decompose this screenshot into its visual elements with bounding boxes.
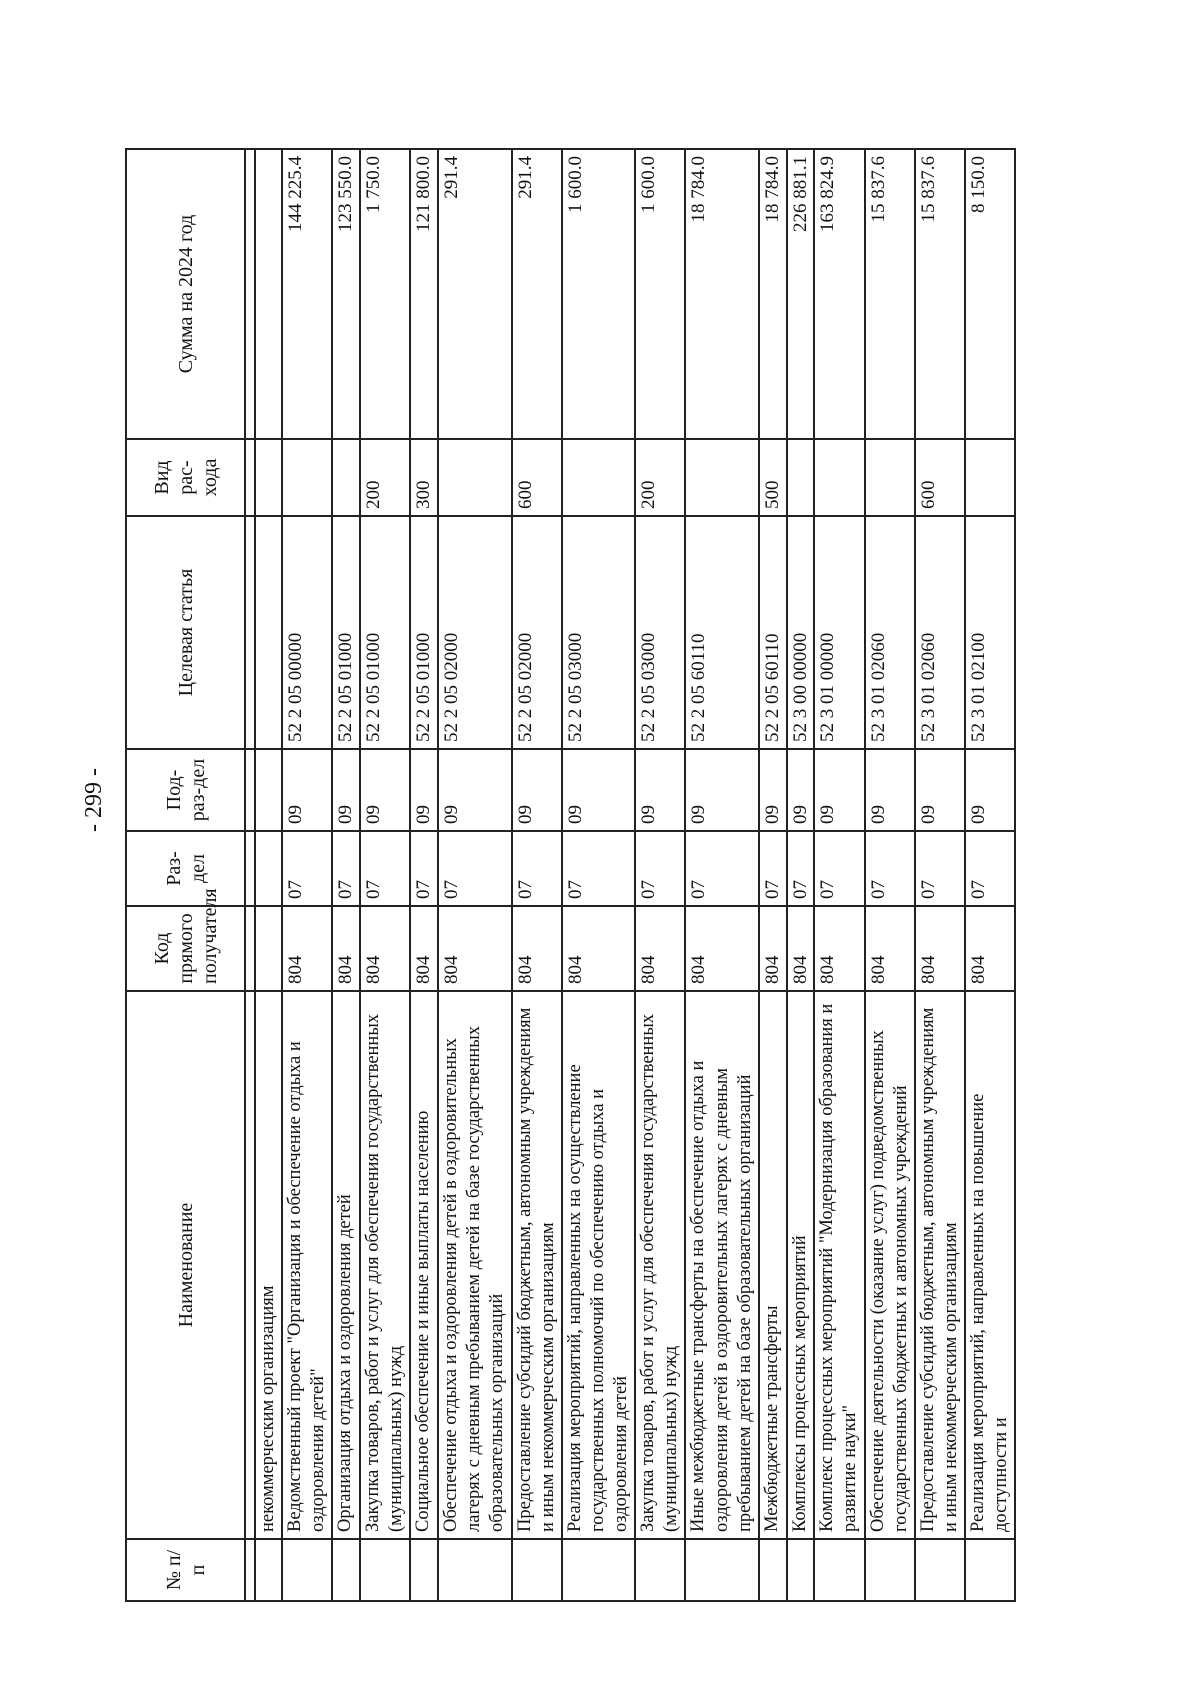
cell-num [685,1539,758,1601]
cell-expense-type: 200 [360,439,410,516]
table-row [915,149,965,1601]
cell-num [255,1539,282,1601]
table-row [360,149,410,1601]
cell-target: 52 2 05 60110 [685,516,758,749]
cell-expense-type [562,439,635,516]
cell-num [410,1539,438,1601]
cell-section: 07 [635,831,685,906]
cell-section: 07 [562,831,635,906]
cell-name: Закупка товаров, работ и услуг для обеспечения государственных (муниципальных) нужд [635,991,685,1539]
cell-sum: 1 600.0 [562,149,635,439]
cell-recipient-code [255,906,282,991]
cell-sum: 18 784.0 [759,149,787,439]
table-header-row [126,149,245,1601]
cell-section [255,831,282,906]
cell-num [787,1539,815,1601]
cell-section: 07 [787,831,815,906]
cell-expense-type: 500 [759,439,787,516]
cell-sum: 18 784.0 [685,149,758,439]
cell-target: 52 2 05 00000 [282,516,332,749]
cell-subsection: 09 [787,749,815,831]
cell-target: 52 2 05 60110 [759,516,787,749]
cell-expense-type [282,439,332,516]
cell-sum: 291.4 [512,149,562,439]
cell-num [814,1539,864,1601]
cell-section: 07 [360,831,410,906]
cell-num [332,1539,360,1601]
cell-sum: 144 225.4 [282,149,332,439]
cell-target [255,516,282,749]
cell-section: 07 [965,831,1015,906]
cell-name: Закупка товаров, работ и услуг для обеспечения государственных (муниципальных) нужд [360,991,410,1539]
cell-target: 52 3 01 02060 [915,516,965,749]
cell-expense-type [814,439,864,516]
cell-recipient-code: 804 [410,906,438,991]
cell-recipient-code: 804 [865,906,915,991]
cell-subsection: 09 [865,749,915,831]
cell-recipient-code: 804 [635,906,685,991]
cell-section: 07 [915,831,965,906]
cell-subsection: 09 [512,749,562,831]
cell-recipient-code: 804 [332,906,360,991]
cell-target: 52 2 05 02000 [438,516,511,749]
cell-section: 07 [865,831,915,906]
cell-expense-type [255,439,282,516]
table-row [512,149,562,1601]
cell-expense-type [332,439,360,516]
cell-name: Обеспечение деятельности (оказание услуг) подведомственных государственных бюджетных и автономных учреждений [865,991,915,1539]
cell-recipient-code: 804 [685,906,758,991]
cell-sum: 123 550.0 [332,149,360,439]
table-row [635,149,685,1601]
cell-subsection: 09 [635,749,685,831]
cell-expense-type: 300 [410,439,438,516]
cell-expense-type: 200 [635,439,685,516]
cell-recipient-code: 804 [759,906,787,991]
table-row [282,149,332,1601]
cell-target: 52 2 05 03000 [562,516,635,749]
table-row [814,149,864,1601]
cell-target: 52 3 01 00000 [814,516,864,749]
header-num: № п/п [126,1539,245,1601]
cell-name: Иные межбюджетные трансферты на обеспечение отдыха и оздоровления детей в оздоровительных лагерях с дневным пребыванием детей на базе образовательных организаций [685,991,758,1539]
header-name: Наименование [126,991,245,1539]
cell-name: Организация отдыха и оздоровления детей [332,991,360,1539]
cell-subsection: 09 [562,749,635,831]
cell-recipient-code: 804 [965,906,1015,991]
cell-name: Межбюджетные трансферты [759,991,787,1539]
table-row [562,149,635,1601]
cell-num [360,1539,410,1601]
cell-sum: 8 150.0 [965,149,1015,439]
cell-name: Предоставление субсидий бюджетным, автономным учреждениям и иным некоммерческим организациям [512,991,562,1539]
header-spacer-row [245,149,255,1601]
table-row [410,149,438,1601]
cell-num [512,1539,562,1601]
cell-section: 07 [410,831,438,906]
header-section: Раз-дел [126,831,245,906]
cell-sum: 1 750.0 [360,149,410,439]
cell-expense-type: 600 [512,439,562,516]
cell-sum: 226 881.1 [787,149,815,439]
cell-subsection: 09 [814,749,864,831]
cell-expense-type [865,439,915,516]
cell-expense-type [965,439,1015,516]
header-expense-type: Вид рас-хода [126,439,245,516]
cell-subsection [255,749,282,831]
cell-section: 07 [282,831,332,906]
cell-recipient-code: 804 [282,906,332,991]
header-target: Целевая статья [126,516,245,749]
cell-name: Реализация мероприятий, направленных на осуществление государственных полномочий по обеспечению отдыха и оздоровления детей [562,991,635,1539]
cell-recipient-code: 804 [438,906,511,991]
cell-recipient-code: 804 [562,906,635,991]
cell-sum: 163 824.9 [814,149,864,439]
cell-section: 07 [438,831,511,906]
cell-subsection: 09 [438,749,511,831]
cell-name: Социальное обеспечение и иные выплаты населению [410,991,438,1539]
cell-name: Комплекс процессных мероприятий "Модернизация образования и развитие науки" [814,991,864,1539]
header-sum: Сумма на 2024 год [126,149,245,439]
cell-target: 52 2 05 02000 [512,516,562,749]
cell-num [635,1539,685,1601]
cell-subsection: 09 [332,749,360,831]
cell-num [438,1539,511,1601]
page-number: - 299 - [81,768,107,832]
cell-target: 52 3 00 00000 [787,516,815,749]
cell-name: Реализация мероприятий, направленных на повышение доступности и [965,991,1015,1539]
cell-recipient-code: 804 [915,906,965,991]
cell-target: 52 2 05 01000 [332,516,360,749]
cell-target: 52 2 05 01000 [410,516,438,749]
cell-section: 07 [685,831,758,906]
cell-subsection: 09 [282,749,332,831]
cell-subsection: 09 [410,749,438,831]
cell-section: 07 [814,831,864,906]
cell-subsection: 09 [759,749,787,831]
table-row [255,149,282,1601]
table-row [332,149,360,1601]
cell-section: 07 [759,831,787,906]
cell-target: 52 2 05 03000 [635,516,685,749]
cell-target: 52 3 01 02060 [865,516,915,749]
cell-recipient-code: 804 [787,906,815,991]
table-body [255,149,1015,1601]
cell-subsection: 09 [915,749,965,831]
cell-subsection: 09 [965,749,1015,831]
cell-target: 52 2 05 01000 [360,516,410,749]
cell-num [915,1539,965,1601]
cell-recipient-code: 804 [360,906,410,991]
cell-name: Комплексы процессных мероприятий [787,991,815,1539]
cell-sum [255,149,282,439]
table-row [759,149,787,1601]
cell-sum: 15 837.6 [865,149,915,439]
cell-sum: 15 837.6 [915,149,965,439]
cell-sum: 291.4 [438,149,511,439]
header-subsection: Под-раз-дел [126,749,245,831]
table-row [865,149,915,1601]
cell-expense-type [438,439,511,516]
cell-target: 52 3 01 02100 [965,516,1015,749]
table-row [787,149,815,1601]
cell-num [759,1539,787,1601]
table-row [685,149,758,1601]
cell-expense-type [685,439,758,516]
cell-num [282,1539,332,1601]
cell-section: 07 [512,831,562,906]
cell-subsection: 09 [360,749,410,831]
cell-recipient-code: 804 [512,906,562,991]
cell-recipient-code: 804 [814,906,864,991]
cell-num [865,1539,915,1601]
cell-name: Ведомственный проект "Организация и обеспечение отдыха и оздоровления детей" [282,991,332,1539]
cell-sum: 1 600.0 [635,149,685,439]
cell-num [965,1539,1015,1601]
table-row [438,149,511,1601]
cell-sum: 121 800.0 [410,149,438,439]
cell-name: Предоставление субсидий бюджетным, автономным учреждениям и иным некоммерческим организациям [915,991,965,1539]
cell-name: Обеспечение отдыха и оздоровления детей в оздоровительных лагерях с дневным пребыванием детей на базе государственных образовательных организаций [438,991,511,1539]
table-row [965,149,1015,1601]
cell-expense-type: 600 [915,439,965,516]
header-recipient-code: Код прямого получателя [126,906,245,991]
budget-table [125,148,1016,1602]
cell-name: некоммерческим организациям [255,991,282,1539]
cell-expense-type [787,439,815,516]
cell-num [562,1539,635,1601]
cell-subsection: 09 [685,749,758,831]
rotated-table-container [125,150,1042,1602]
cell-section: 07 [332,831,360,906]
